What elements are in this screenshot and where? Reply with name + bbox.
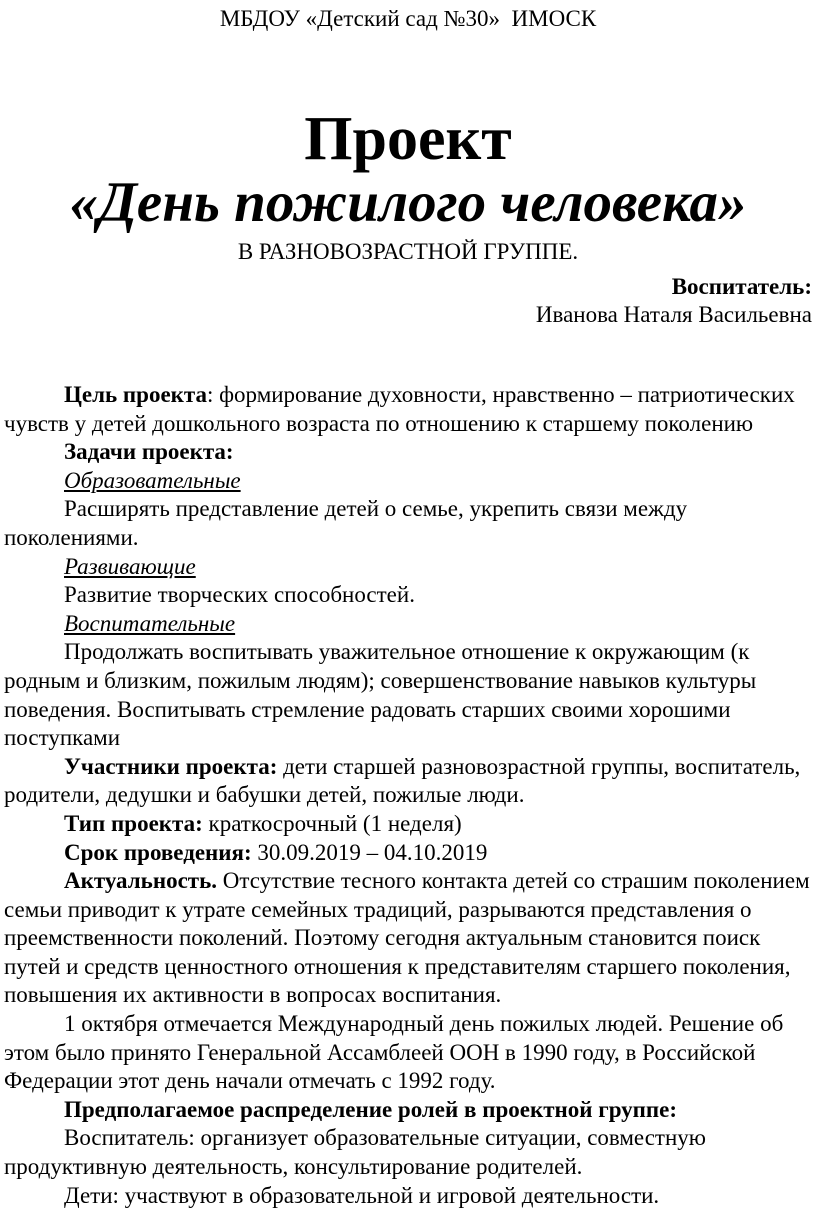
- participants-paragraph: Участники проекта: дети старшей разновозрастной группы, воспитатель, родители, дедушки и бабушки детей, пожилые люди.: [4, 753, 801, 808]
- document-body: [4, 381, 812, 1210]
- paragraph-lead: Предполагаемое распределение ролей в проектной группе:: [64, 1096, 678, 1122]
- teacher-name: Иванова Наталя Васильевна: [535, 302, 812, 327]
- paragraph-lead: Срок проведения:: [64, 839, 252, 865]
- paragraph-lead: Участники проекта:: [64, 753, 278, 779]
- roles-heading: [4, 1096, 812, 1125]
- tasks-heading: [4, 438, 812, 467]
- group-caption: В РАЗНОВОЗРАСТНОЙ ГРУППЕ.: [237, 239, 579, 264]
- paragraph-lead: Задачи проекта:: [64, 439, 234, 465]
- paragraph-lead: Воспитательные: [64, 610, 236, 636]
- relevance-paragraph: Актуальность. Отсутствие тесного контакта детей со страшим поколением семьи приводит к утрате семейных традиций, разрываются представления о преемственности поколений. Поэтому сегодня актуальным становится поиск путей и средств ценностного отношения к представителям старшего поколения, повышения их активности в вопросах воспитания.: [4, 868, 810, 1008]
- upbringing-task-paragraph: Продолжать воспитывать уважительное отношение к окружающим (к родным и близким, пожилым людям); совершенствование навыков культуры поведения. Воспитывать стремление радовать старших своими хорошими поступками: [4, 639, 757, 751]
- educational-heading: [4, 467, 812, 496]
- upbringing-heading: [4, 610, 812, 639]
- october-day-paragraph: 1 октября отмечается Международный день пожилых людей. Решение об этом было принято Генеральной Ассамблеей ООН в 1990 году, в Российской Федерации этот день начали отмечать с 1992 году.: [4, 1011, 784, 1094]
- duration-paragraph: Срок проведения: 30.09.2019 – 04.10.2019: [64, 839, 488, 865]
- paragraph-lead: Актуальность.: [64, 868, 217, 894]
- byline-block: [4, 273, 812, 329]
- project-subtitle: «День пожилого человека»: [69, 171, 747, 234]
- project-title: Проект: [304, 105, 512, 173]
- developmental-task-paragraph: Развитие творческих способностей.: [64, 582, 415, 608]
- document-header: МБДОУ «Детский сад №30» ИМОСК: [219, 6, 597, 31]
- paragraph-lead: Образовательные: [64, 467, 241, 493]
- educational-task-paragraph: Расширять представление детей о семье, укрепить связи между поколениями.: [4, 496, 688, 550]
- title-block: [4, 105, 812, 265]
- paragraph-lead: Цель проекта: [64, 382, 207, 407]
- paragraph-lead: Тип проекта:: [64, 810, 203, 836]
- paragraph-lead: Развивающие: [64, 553, 196, 579]
- children-role-paragraph: Дети: участвуют в образовательной и игровой деятельности.: [64, 1182, 660, 1208]
- project-type-paragraph: Тип проекта: краткосрочный (1 неделя): [64, 810, 462, 836]
- teacher-role-paragraph: Воспитатель: организует образовательные ситуации, совместную продуктивную деятельность, консультирование родителей.: [4, 1125, 706, 1180]
- goal-paragraph: Цель проекта: формирование духовности, нравственно – патриотических чувств у детей дошкольного возраста по отношению к старшему поколению: [4, 382, 795, 436]
- teacher-role-label: Воспитатель:: [671, 274, 812, 299]
- developmental-heading: [4, 553, 812, 582]
